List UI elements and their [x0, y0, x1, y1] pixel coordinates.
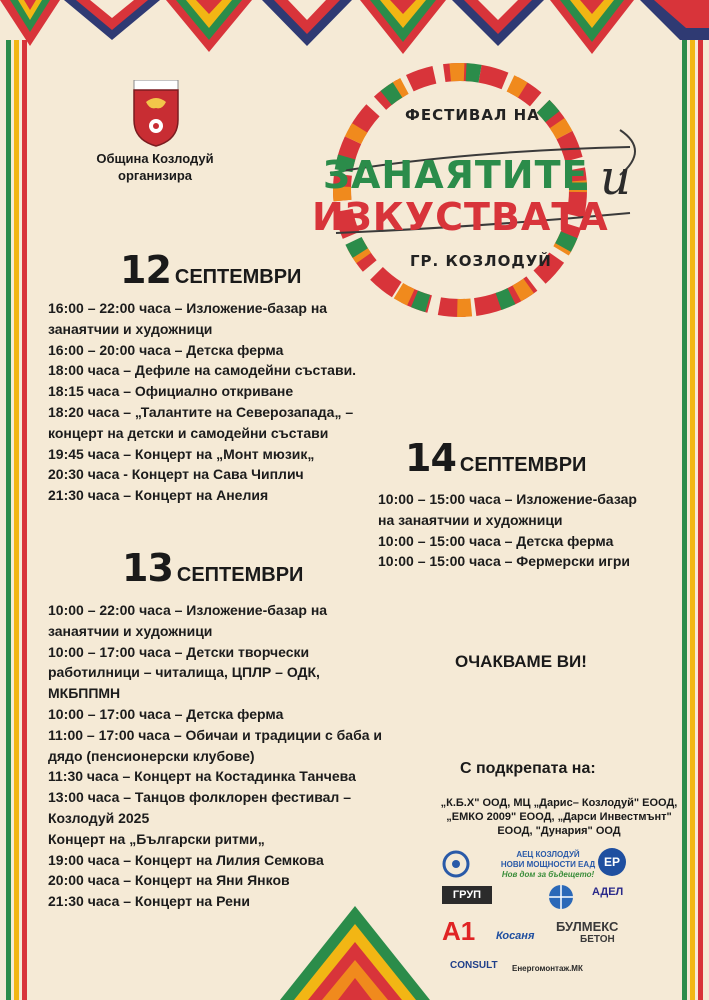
ornament-diamond-4: [262, 0, 352, 46]
energomontazh-logo: Енергомонтаж.МК: [512, 964, 583, 973]
schedule-item: 18:00 часа – Дефиле на самодейни състави.: [48, 362, 357, 379]
organizer-block: [80, 150, 230, 184]
top-ornament: [0, 0, 709, 60]
support-heading: С подкрепата на:: [460, 760, 596, 777]
day-number: 12: [120, 248, 171, 292]
schedule-day-13: [48, 600, 382, 912]
schedule-item: 19:45 часа – Концерт на „Монт мюзик„: [48, 445, 315, 462]
festival-title-connector: и: [600, 150, 631, 206]
right-stripe-yellow: [690, 40, 695, 1000]
npp-logo-slogan: Нов дом за бъдещето!: [501, 870, 595, 879]
schedule-item: 11:30 часа – Концерт на Костадинка Танчева: [48, 768, 356, 785]
schedule-item: Козлодуй 2025: [48, 809, 150, 826]
bulmeks-logo: [556, 920, 618, 946]
schedule-item: 10:00 – 17:00 часа – Детски творчески: [48, 643, 310, 660]
schedule-item: 10:00 – 15:00 часа – Детска ферма: [378, 532, 614, 549]
npp-logo-line: НОВИ МОЩНОСТИ ЕАД: [500, 860, 596, 869]
consult-logo: CONSULT: [450, 960, 498, 971]
ornament-diamond-3: [166, 0, 252, 52]
right-stripe-red: [698, 40, 703, 1000]
schedule-item: 10:00 – 15:00 часа – Изложение-базар: [378, 491, 637, 507]
schedule-item: 11:00 – 17:00 часа – Обичаи и традиции с баба и: [48, 726, 383, 743]
schedule-item: 18:20 часа – „Талантите на Северозапада„ –: [48, 403, 354, 420]
schedule-item: работилници – читалища, ЦПЛР – ОДК,: [48, 664, 320, 681]
ornament-diamond-7: [550, 0, 634, 54]
schedule-item: 10:00 – 17:00 часа – Детска ферма: [48, 705, 284, 722]
sponsor-line: „К.Б.Х" ООД, МЦ „Дарис– Козлодуй" ЕООД,: [440, 797, 678, 809]
ornament-diamond-8: [640, 0, 709, 40]
schedule-item: концерт на детски и самодейни състави: [48, 424, 329, 441]
day-month: СЕПТЕМВРИ: [174, 266, 302, 288]
bulmeks-logo-line: БУЛМЕКС: [556, 919, 619, 934]
ep-logo: EP: [598, 848, 626, 876]
sponsors-list: [436, 796, 682, 838]
schedule-item: 10:00 – 22:00 часа – Изложение-базар на: [48, 602, 328, 618]
municipality-coat-of-arms: [130, 80, 182, 148]
left-stripe-green: [6, 40, 11, 1000]
schedule-item: занаятчии и художници: [48, 320, 213, 337]
schedule-item: 16:00 – 20:00 часа – Детска ферма: [48, 341, 284, 358]
schedule-item: 19:00 часа – Концерт на Лилия Семкова: [48, 851, 324, 868]
sponsor-line: „ЕМКО 2009" ЕООД, „Дарси Инвестмънт": [446, 811, 672, 823]
npp-atom-icon: [442, 850, 470, 878]
schedule-item: занаятчии и художници: [48, 622, 213, 639]
a1-logo: А1: [442, 916, 476, 946]
festival-title-arts: ИЗКУСТВАТА: [312, 195, 609, 239]
day-number: 13: [122, 546, 173, 590]
ornament-diamond-5: [360, 0, 446, 54]
schedule-item: 13:00 часа – Танцов фолклорен фестивал –: [48, 789, 351, 806]
bottom-ornament: [280, 906, 430, 1000]
left-stripe-red: [22, 40, 27, 1000]
sponsor-logos: [440, 846, 680, 996]
schedule-item: на занаятчии и художници: [378, 511, 563, 528]
day-header-13: [122, 546, 303, 590]
kosaniya-logo: Косаня: [496, 930, 535, 942]
ornament-diamond-2: [64, 0, 160, 40]
globe-icon: [544, 882, 578, 912]
festival-city: ГР. КОЗЛОДУЙ: [410, 252, 552, 270]
schedule-item: дядо (пенсионерски клубове): [48, 747, 255, 764]
organizer-role: организира: [118, 168, 192, 183]
schedule-day-12: [48, 298, 356, 506]
group-logo: ГРУП: [442, 886, 492, 904]
schedule-item: Концерт на „Български ритми„: [48, 830, 265, 847]
schedule-day-14: [378, 489, 637, 572]
schedule-item: 16:00 – 22:00 часа – Изложение-базар на: [48, 300, 328, 316]
schedule-item: 20:30 часа - Концерт на Сава Чиплич: [48, 466, 304, 483]
ornament-diamond-6: [452, 0, 544, 46]
left-stripe-yellow: [14, 40, 19, 1000]
day-month: СЕПТЕМВРИ: [459, 454, 587, 476]
closing-message: ОЧАКВАМЕ ВИ!: [455, 652, 587, 671]
schedule-item: 18:15 часа – Официално откриване: [48, 383, 294, 400]
schedule-item: 20:00 часа – Концерт на Яни Янков: [48, 872, 290, 889]
festival-title-line: ФЕСТИВАЛ НА: [405, 106, 540, 124]
npp-logo-line: АЕЦ КОЗЛОДУЙ: [516, 850, 580, 859]
schedule-item: 21:30 часа – Концерт на Анелия: [48, 487, 269, 504]
day-month: СЕПТЕМВРИ: [176, 564, 304, 586]
day-header-14: [405, 436, 586, 480]
organizer-name: Община Козлодуй: [96, 151, 214, 166]
schedule-item: 10:00 – 15:00 часа – Фермерски игри: [378, 553, 630, 570]
adel-logo: АДЕЛ: [592, 886, 624, 898]
bulmeks-logo-sub: БЕТОН: [580, 934, 615, 945]
right-stripe-green: [682, 40, 687, 1000]
sponsor-line: ЕООД, "Дунария" ООД: [497, 825, 621, 837]
schedule-item: МКБППМН: [48, 685, 121, 702]
day-header-12: [120, 248, 301, 292]
festival-title-crafts: ЗАНАЯТИТЕ: [323, 153, 589, 197]
day-number: 14: [405, 436, 456, 480]
schedule-item: 21:30 часа – Концерт на Рени: [48, 893, 250, 910]
npp-logo: [500, 850, 596, 880]
